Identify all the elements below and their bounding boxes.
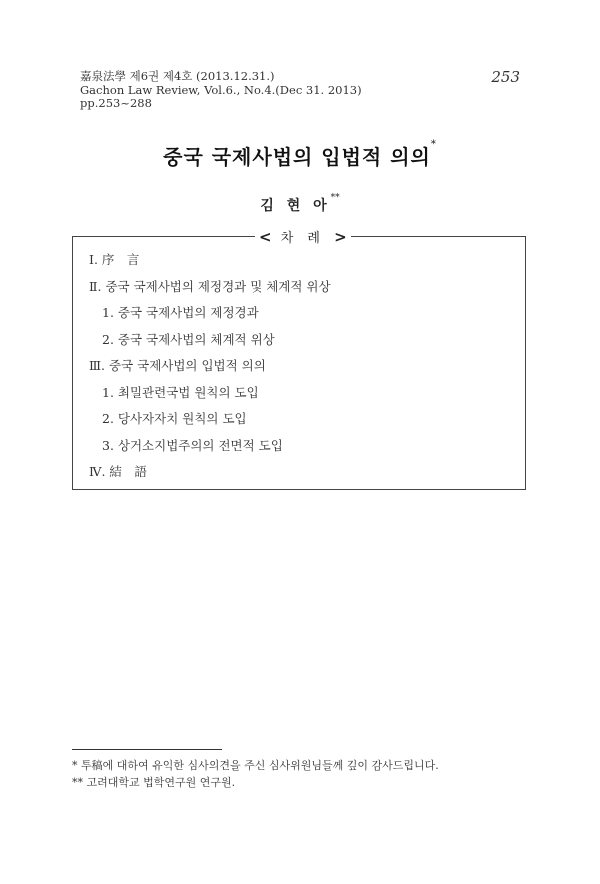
- toc-item: Ⅰ. 序 言: [89, 252, 140, 267]
- toc-subitem: 2. 당사자자치 원칙의 도입: [102, 411, 247, 426]
- toc-right-bracket: >: [334, 228, 347, 246]
- toc-label-text: 차 례: [280, 231, 325, 246]
- toc-subitem: 2. 중국 국제사법의 체계적 위상: [102, 331, 275, 347]
- toc-subitem: 3. 상거소지법주의의 전면적 도입: [102, 437, 283, 453]
- footnote-acknowledgement: * 투稿에 대하여 유익한 심사의견을 주신 심사위원님들께 깊이 감사드립니다.: [72, 759, 439, 772]
- toc-item: Ⅱ. 중국 국제사법의 제정경과 및 체계적 위상: [89, 278, 331, 294]
- paper-title: [0, 141, 600, 170]
- journal-title-korean: 嘉泉法學 제6권 제4호 (2013.12.31.): [80, 69, 275, 83]
- page-range: pp.253~288: [80, 96, 152, 110]
- toc-subitem: 1. 최밀관련국법 원칙의 도입: [102, 384, 259, 400]
- toc-label: [255, 227, 351, 246]
- toc-list: [89, 247, 331, 486]
- journal-title-english: Gachon Law Review, Vol.6., No.4.(Dec 31. 2013): [80, 82, 362, 97]
- toc-subitem: 1. 중국 국제사법의 제정경과: [102, 305, 259, 320]
- page-number: 253: [491, 68, 520, 86]
- footnote-divider: [72, 749, 222, 750]
- footnotes: [72, 757, 439, 791]
- toc-item: Ⅳ. 結 語: [89, 464, 147, 479]
- toc-left-bracket: <: [259, 228, 272, 246]
- author-footnote-mark: **: [330, 193, 340, 203]
- toc-item: Ⅲ. 중국 국제사법의 입법적 의의: [89, 358, 266, 373]
- footnote-affiliation: ** 고려대학교 법학연구원 연구원.: [72, 776, 236, 789]
- author-line: [0, 195, 600, 215]
- author-name: 김 현 아: [260, 198, 331, 214]
- journal-header: [80, 70, 362, 111]
- title-footnote-mark: *: [430, 139, 437, 150]
- paper-title-text: 중국 국제사법의 입법적 의의: [163, 145, 431, 169]
